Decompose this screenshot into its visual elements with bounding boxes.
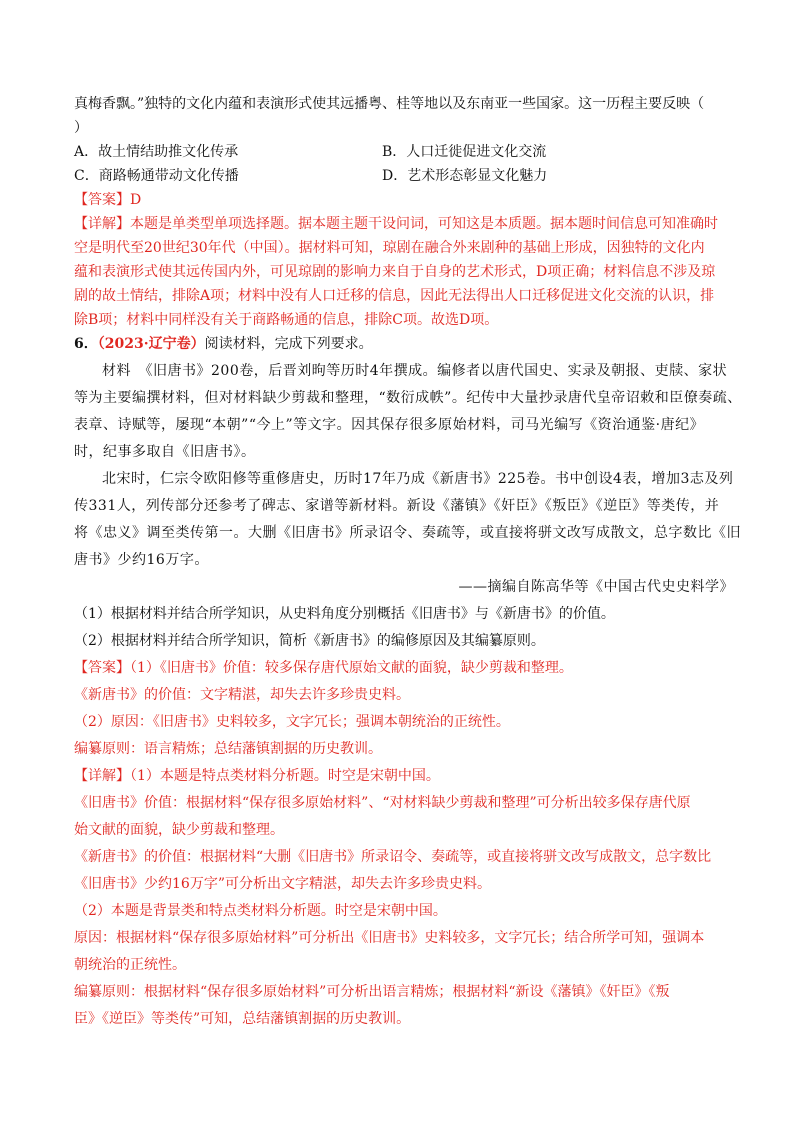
options-row-2 [74,164,734,188]
option-d: D．艺术形态彰显文化魅力 [382,168,548,184]
source-tag: （2023·辽宁卷） [97,336,205,352]
answer-line: 编纂原则：语言精炼；总结藩镇割据的历史教训。 [74,741,382,757]
answer-line: 《新唐书》的价值：文字精湛，却失去许多珍贵史料。 [74,687,410,703]
detail-line: 空是明代至20世纪30年代（中国）。据材料可知，琼剧在融合外来剧种的基础上形成，因独特的文化内 [74,240,705,256]
answer-line: （2）原因：《旧唐书》史料较多，文字冗长；强调本朝统治的正统性。 [74,714,510,730]
question-number: 6． [74,336,98,352]
detail-line: （2）本题是背景类和特点类材料分析题。时空是宋朝中国。 [74,903,447,919]
sub-question: （1）根据材料并结合所学知识，从史料角度分别概括《旧唐书》与《新唐书》的价值。 [74,606,615,622]
detail-line: 【详解】（1）本题是特点类材料分析题。时空是宋朝中国。 [74,768,440,784]
material-source: ——摘编自陈高华等《中国古代史史料学》 [458,579,734,595]
answer-line: 【答案】（1）《旧唐书》价值：较多保存唐代原始文献的面貌，缺少剪裁和整理。 [74,660,573,676]
material-line: 材料 《旧唐书》200卷，后晋刘昫等历时4年撰成。编修者以唐代国史、实录及朝报、吏牍、家状 [102,363,728,379]
material-line: 将《忠义》调至类传第一。大删《旧唐书》所录诏令、奏疏等，或直接将骈文改写成散文，总字数比《旧 [74,525,741,541]
material-line: 唐书》少约16万字。 [74,552,209,568]
question-6-header [74,332,734,356]
question-6-block [74,332,742,1031]
question-5-block [74,92,734,332]
detail-line: 原因：根据材料“保存很多原始材料”可分析出《旧唐书》史料较多，文字冗长；结合所学可知，强调本 [74,930,705,946]
detail-line: 《旧唐书》价值：根据材料“保存很多原始材料”、“对材料缺少剪裁和整理”可分析出较多保存唐代原 [74,795,691,811]
detail-line: 《旧唐书》少约16万字”可分析出文字精湛，却失去许多珍贵史料。 [74,876,491,892]
material-line: 表章、诗赋等，屡现“本朝”“今上”等文字。因其保存很多原始材料，司马光编写《资治通鉴·唐纪》 [74,417,705,433]
detail-line: 除B项；材料中同样没有关于商路畅通的信息，排除C项。故选D项。 [74,312,499,328]
sub-question: （2）根据材料并结合所学知识，简析《新唐书》的编修原因及其编纂原则。 [74,633,545,649]
document-page [74,92,742,1031]
option-c: C．商路畅通带动文化传播 [74,168,239,184]
material-line: 等为主要编撰材料，但对材料缺少剪裁和整理，“数衍成帙”。纪传中大量抄录唐代皇帝诏敕和臣僚奏疏、 [74,390,742,406]
detail-line: 朝统治的正统性。 [74,957,186,973]
detail-line: 【详解】本题是单类型单项选择题。据本题主题干设问词，可知这是本质题。据本题时间信息可知准确时 [74,216,718,232]
option-b: B．人口迁徙促进文化交流 [382,144,547,160]
detail-line: 臣》《逆臣》等类传”可知，总结藩镇割据的历史教训。 [74,1011,411,1027]
question-prompt: 阅读材料，完成下列要求。 [204,336,373,352]
detail-line: 蕴和表演形式使其远传国内外，可见琼剧的影响力来自于自身的艺术形式，D项正确；材料信息不涉及琼 [74,264,716,280]
question-stem: 真梅香飘。”独特的文化内蕴和表演形式使其远播粤、桂等地以及东南亚一些国家。这一历程主要反映（ [74,96,705,112]
material-line: 时，纪事多取自《旧唐书》。 [74,444,256,460]
detail-line: 编纂原则：根据材料“保存很多原始材料”可分析出语言精炼；根据材料“新设《藩镇》《奸臣》《叛 [74,984,670,1000]
detail-line: 《新唐书》的价值：根据材料“大删《旧唐书》所录诏令、奏疏等，或直接将骈文改写成散文，总字数比 [74,849,712,865]
option-a: A．故土情结助推文化传承 [74,144,239,160]
options-row-1 [74,140,734,164]
material-line: 北宋时，仁宗令欧阳修等重修唐史，历时17年乃成《新唐书》225卷。书中创设4表，增加3志及列 [102,471,734,487]
detail-line: 始文献的面貌，缺少剪裁和整理。 [74,822,284,838]
question-stem-end: ） [74,120,88,136]
answer-line: 【答案】D [74,192,142,208]
detail-line: 剧的故土情结，排除A项；材料中没有人口迁移的信息，因此无法得出人口迁移促进文化交流的认识，排 [74,288,715,304]
material-line: 传331人，列传部分还参考了碑志、家谱等新材料。新设《藩镇》《奸臣》《叛臣》《逆臣》等类传，并 [74,498,720,514]
